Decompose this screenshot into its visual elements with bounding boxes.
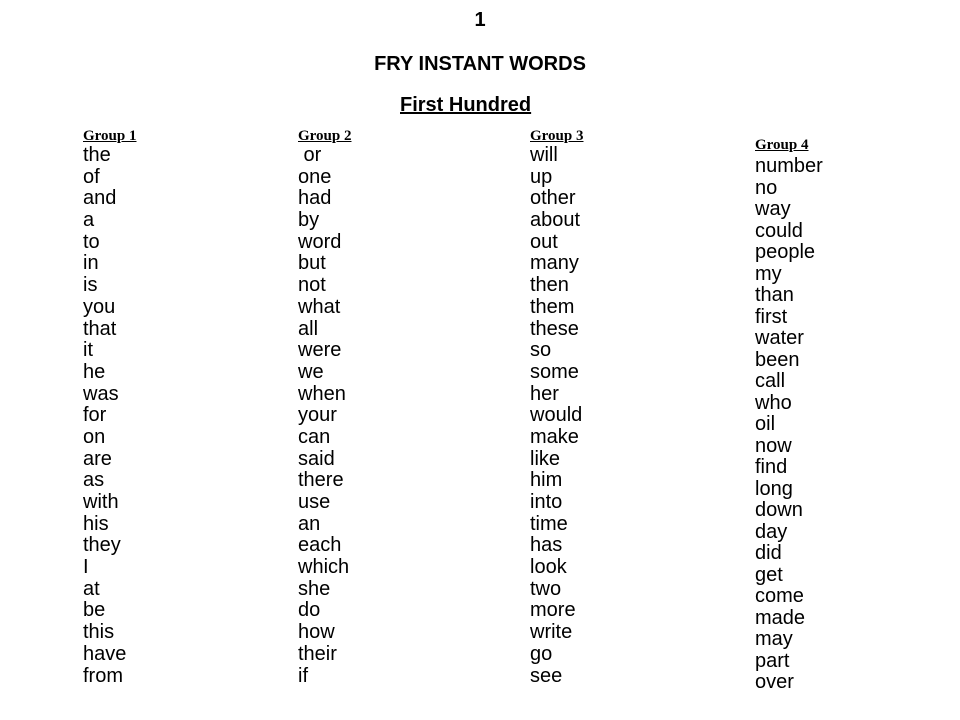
word-item: into xyxy=(530,491,563,513)
word-item: come xyxy=(755,585,804,607)
word-item: from xyxy=(83,664,123,687)
word-item: these xyxy=(530,317,579,340)
word-item: made xyxy=(755,606,806,629)
word-item: when xyxy=(298,382,346,405)
word-list xyxy=(755,156,823,694)
page-subtitle: First Hundred xyxy=(400,94,532,116)
word-item: been xyxy=(755,348,800,371)
word-item: one xyxy=(298,165,332,188)
word-list xyxy=(298,145,352,687)
word-item: find xyxy=(755,456,788,478)
word-group-2 xyxy=(298,127,352,687)
word-item: or xyxy=(298,144,322,166)
word-item: and xyxy=(83,187,117,210)
word-item: by xyxy=(298,209,320,232)
word-item: an xyxy=(298,512,321,535)
word-item: what xyxy=(298,295,341,318)
word-item: over xyxy=(755,671,794,693)
word-list xyxy=(83,145,137,687)
word-item: about xyxy=(530,209,581,232)
word-item: can xyxy=(298,425,331,448)
word-item: has xyxy=(530,534,563,557)
word-item: call xyxy=(755,370,786,392)
word-item: the xyxy=(83,144,111,166)
word-item: a xyxy=(83,209,95,232)
word-item: water xyxy=(755,327,804,349)
word-item: she xyxy=(298,577,331,600)
word-group-4 xyxy=(755,136,823,694)
word-item: he xyxy=(83,360,106,383)
word-item: him xyxy=(530,469,563,492)
word-group-3 xyxy=(530,127,584,687)
word-item: down xyxy=(755,499,803,521)
word-item: way xyxy=(755,198,791,220)
word-item: are xyxy=(83,447,112,470)
word-item: other xyxy=(530,187,576,210)
word-item: it xyxy=(83,339,93,362)
word-item: like xyxy=(530,447,561,470)
word-item: each xyxy=(298,534,342,557)
word-item: all xyxy=(298,317,319,340)
word-item: your xyxy=(298,404,337,427)
page-title: FRY INSTANT WORDS xyxy=(374,53,586,75)
word-item: have xyxy=(83,642,127,665)
word-item: were xyxy=(298,339,342,362)
word-item: long xyxy=(755,477,793,500)
word-item: word xyxy=(298,230,342,253)
word-item: that xyxy=(83,317,117,340)
word-list xyxy=(530,145,584,687)
word-item: time xyxy=(530,512,568,535)
word-item: oil xyxy=(755,413,776,435)
word-item: not xyxy=(298,274,326,297)
word-item: than xyxy=(755,284,794,306)
word-item: go xyxy=(530,642,553,665)
word-item: as xyxy=(83,469,105,492)
word-item: of xyxy=(83,165,100,188)
word-item: make xyxy=(530,425,579,448)
word-item: did xyxy=(755,542,782,564)
word-item: said xyxy=(298,447,335,470)
word-item: her xyxy=(530,382,559,405)
word-item: is xyxy=(83,274,98,297)
word-item: I xyxy=(83,556,89,579)
word-item: number xyxy=(755,155,823,177)
word-item: his xyxy=(83,512,109,535)
word-item: will xyxy=(530,144,558,166)
word-item: no xyxy=(755,176,778,199)
word-item: this xyxy=(83,621,115,644)
word-item: now xyxy=(755,434,792,457)
word-group-1 xyxy=(83,127,137,687)
word-item: they xyxy=(83,534,121,557)
word-item: we xyxy=(298,360,324,383)
word-item: some xyxy=(530,360,579,383)
word-item: who xyxy=(755,391,792,414)
word-item: may xyxy=(755,628,793,650)
word-item: but xyxy=(298,252,326,275)
group-heading: Group 4 xyxy=(755,137,809,153)
word-item: part xyxy=(755,649,790,672)
word-item: get xyxy=(755,563,783,586)
word-item: with xyxy=(83,491,119,513)
word-item: first xyxy=(755,305,788,328)
word-item: out xyxy=(530,230,558,253)
word-item: you xyxy=(83,295,116,318)
word-item: then xyxy=(530,274,569,297)
word-item: which xyxy=(298,556,350,579)
word-item: their xyxy=(298,642,337,665)
word-item: if xyxy=(298,664,308,687)
word-item: look xyxy=(530,556,567,579)
word-item: at xyxy=(83,577,100,600)
word-item: would xyxy=(530,404,583,427)
word-item: see xyxy=(530,664,563,687)
word-item: people xyxy=(755,241,816,263)
word-item: use xyxy=(298,491,331,513)
word-item: there xyxy=(298,469,344,492)
word-item: my xyxy=(755,262,782,285)
word-item: had xyxy=(298,187,332,210)
group-heading: Group 2 xyxy=(298,128,352,144)
page-number: 1 xyxy=(474,9,486,31)
word-item: write xyxy=(530,621,573,644)
word-item: them xyxy=(530,295,575,318)
word-item: on xyxy=(83,425,106,448)
word-item: how xyxy=(298,621,335,644)
word-item: many xyxy=(530,252,579,275)
word-item: could xyxy=(755,219,803,242)
word-item: so xyxy=(530,339,552,362)
group-heading: Group 1 xyxy=(83,128,137,144)
group-heading: Group 3 xyxy=(530,128,584,144)
word-item: two xyxy=(530,577,562,600)
word-item: was xyxy=(83,382,119,405)
word-item: be xyxy=(83,599,106,622)
word-item: up xyxy=(530,165,553,188)
word-item: for xyxy=(83,404,107,427)
word-item: in xyxy=(83,252,99,275)
word-item: day xyxy=(755,520,788,543)
word-item: more xyxy=(530,599,576,622)
word-item: to xyxy=(83,230,100,253)
word-item: do xyxy=(298,599,321,622)
